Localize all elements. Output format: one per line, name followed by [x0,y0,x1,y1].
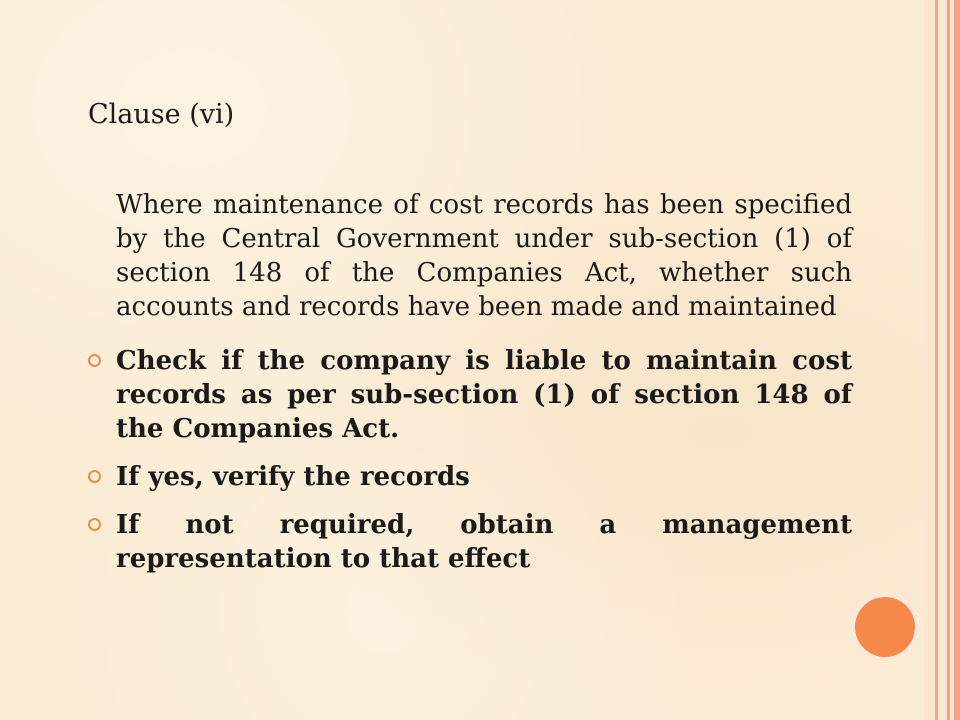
bullet-item [88,344,852,446]
bullet-list [88,344,852,576]
clause-description: Where maintenance of cost records has been specified by the Central Government under sub-section (1) of section 148 of the Companies Act, whether such accounts and records have been made and maintained [116,190,852,322]
bullet-item [88,460,852,494]
bullet-circle-icon [88,518,101,531]
right-border-line [947,0,950,720]
slide-content [88,98,852,590]
bullet-text: If yes, verify the records [116,462,470,492]
accent-circle [855,597,915,657]
right-border-edge [954,0,960,720]
bullet-text: Check if the company is liable to maintain cost records as per sub-section (1) of section 148 of the Companies Act. [116,346,852,444]
bullet-circle-icon [88,354,101,367]
bullet-item [88,508,852,576]
slide-title: Clause (vi) [88,99,235,130]
bullet-text: If not required, obtain a management representation to that effect [116,510,852,574]
right-border-line [935,0,938,720]
bullet-circle-icon [88,470,101,483]
